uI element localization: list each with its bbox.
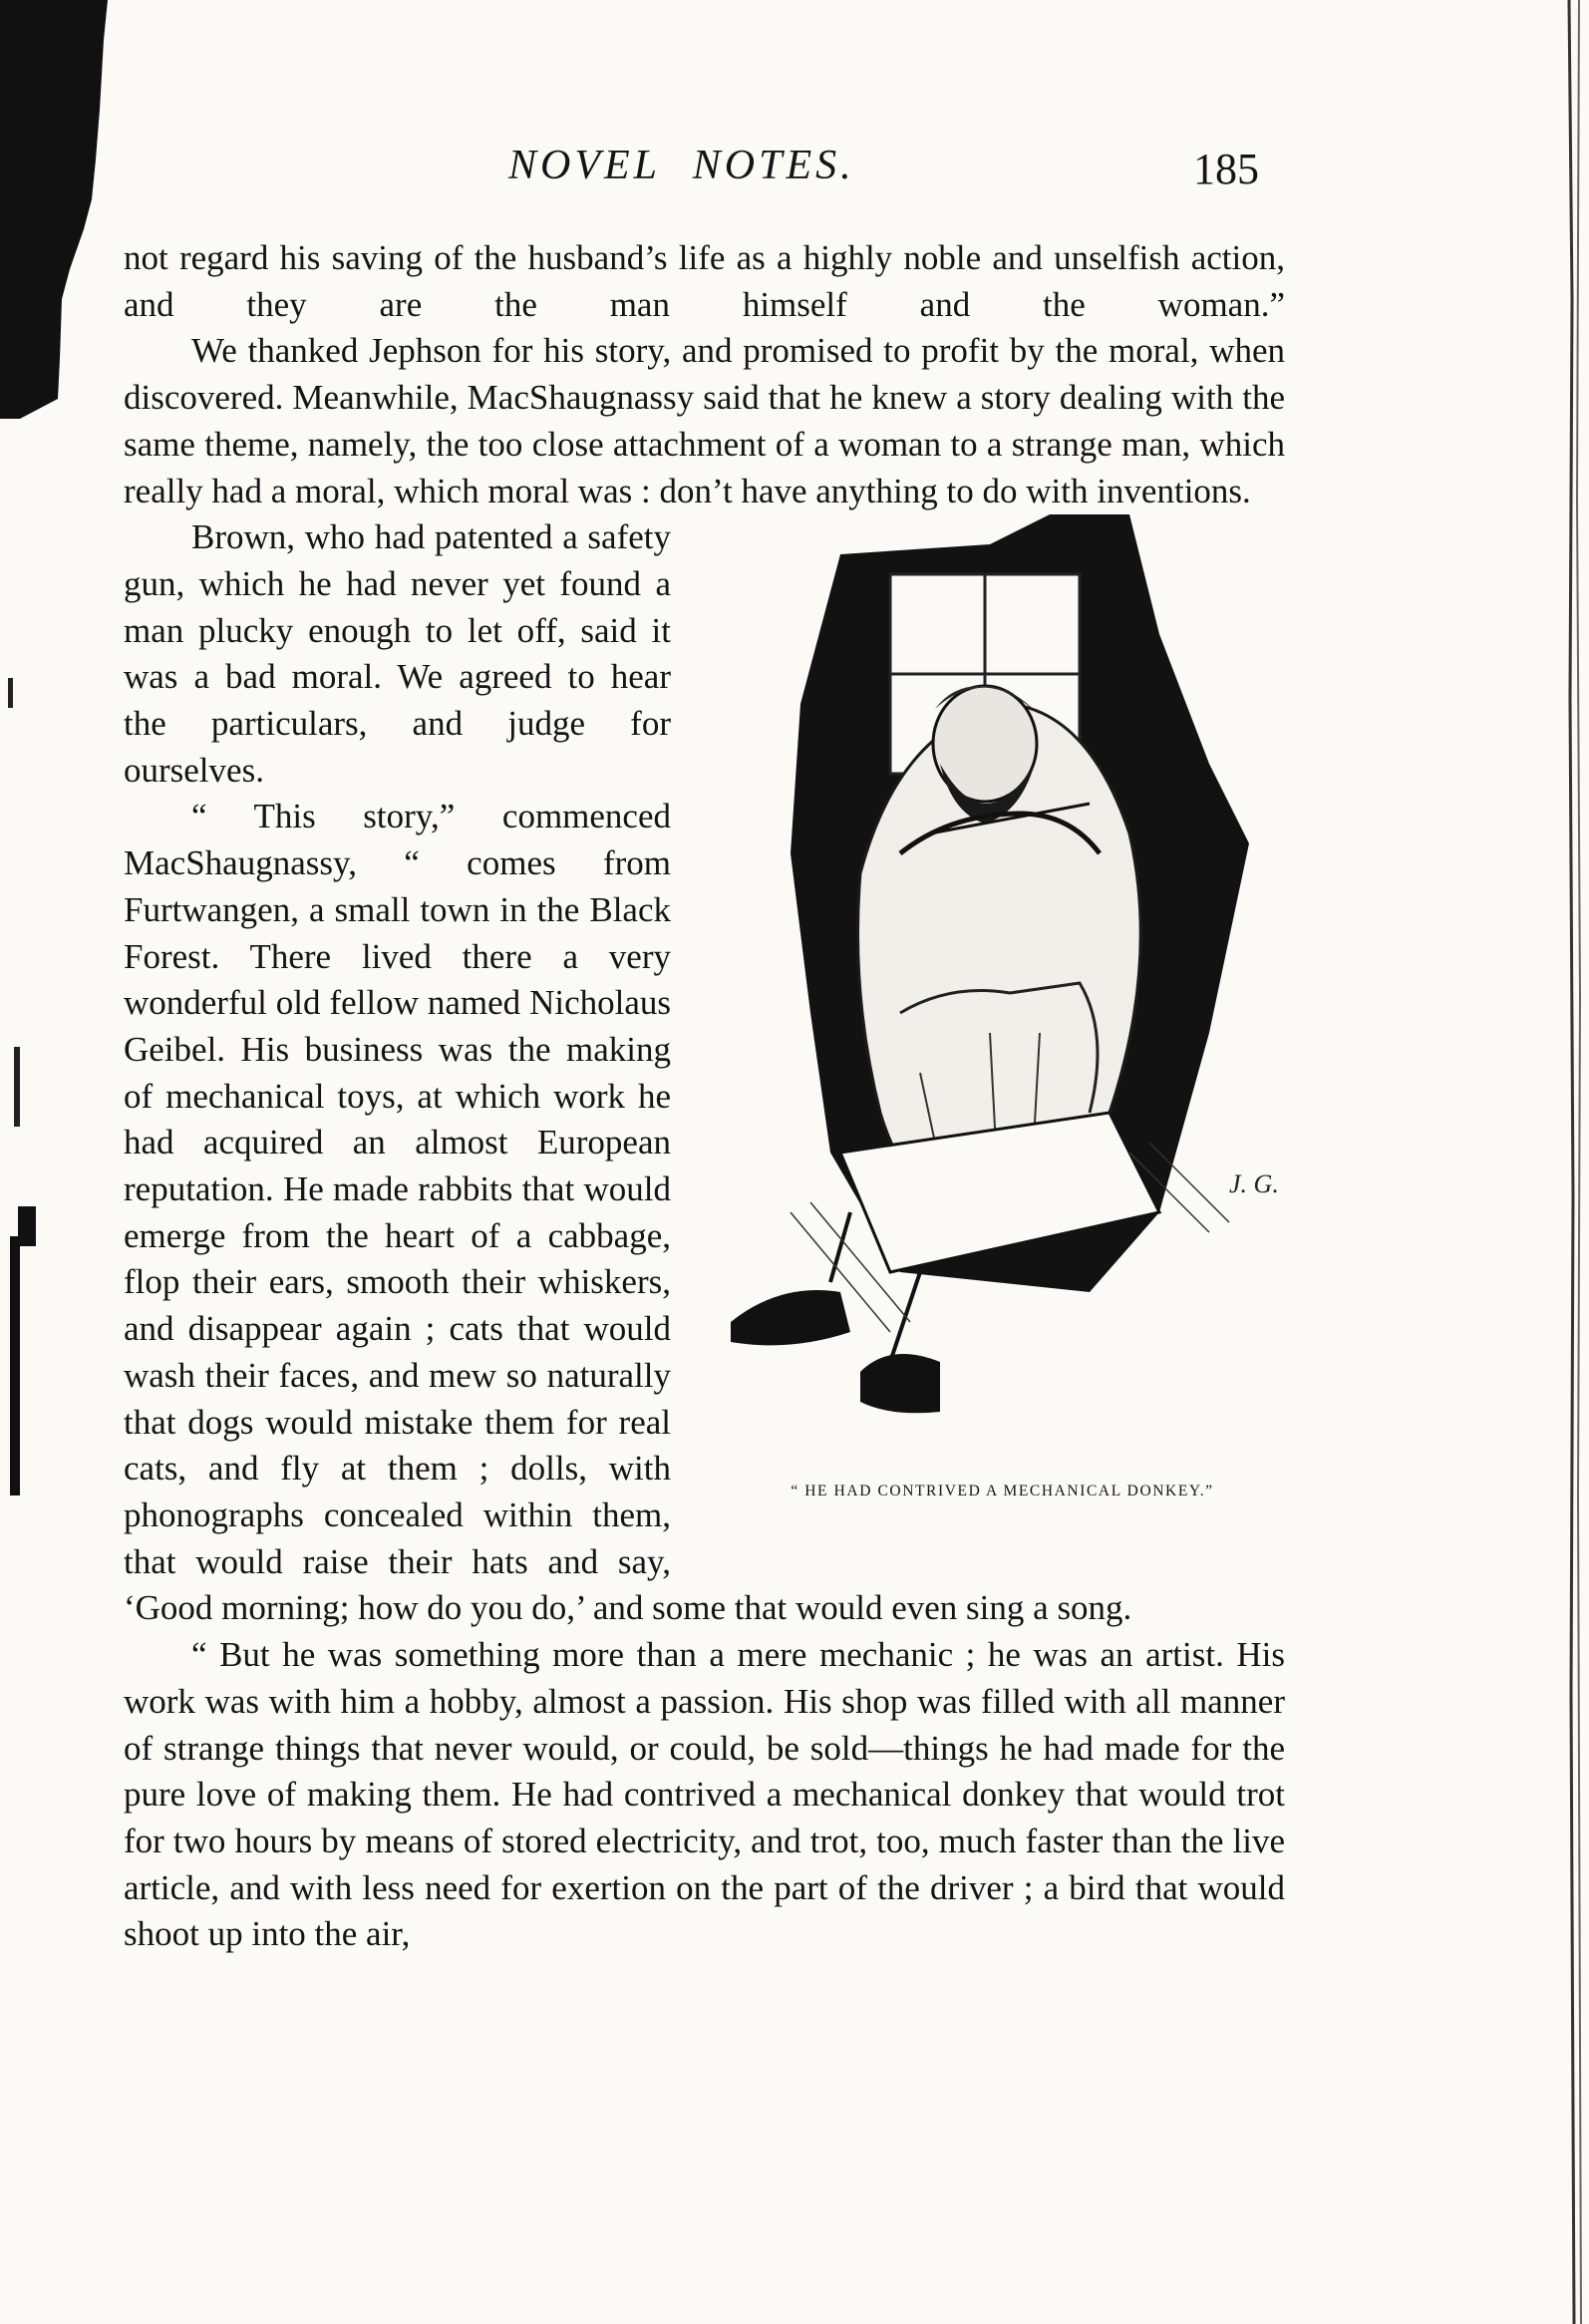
illustration-drawing — [691, 514, 1314, 1521]
page-header — [124, 142, 1285, 201]
paragraph: We thanked Jephson for his story, and promised to profit by the moral, when discovered. Meanwhile, MacShaugnassy said that he knew a story dealing with the same theme, namely, the too close attachment of a woman to a strange man, which really had a moral, which moral was : don’t have anything to do with inventions. — [124, 331, 1285, 510]
body-text — [124, 235, 1285, 1958]
paragraph: “ But he was something more than a mere mechanic ; he was an artist. His work was with him a hobby, almost a passion. His shop was filled with all manner of strange things that never would, or could, be sold—things he had made for the pure love of making them. He had contrived a mechanical donkey that would trot for two hours by means of stored electricity, and trot, too, much faster than the live article, and with less need for exertion on the part of the driver ; a bird that would shoot up into the air, — [124, 1635, 1285, 1954]
paragraph: not regard his saving of the husband’s life as a highly noble and unselfish action, and they are the man himself and the woman.” — [124, 238, 1285, 324]
running-title: NOVEL NOTES. — [508, 143, 855, 188]
artist-signature: J. G. — [1229, 1169, 1279, 1199]
page-number: 185 — [1193, 145, 1259, 193]
paragraph: Brown, who had patented a safety gun, which he had never yet found a man plucky enough to let off, said it was a bad moral. We agreed to hear the particulars, and judge for ourselves. — [124, 517, 671, 790]
illustration-caption: “ HE HAD CONTRIVED A MECHANICAL DONKEY.” — [791, 1483, 1214, 1500]
illustration — [691, 514, 1314, 1551]
paragraph: “ This story,” commenced MacShaugnassy, “ comes from Furtwangen, a small town in the Black Forest. There lived there a very wonderful old fellow named Nicholaus Geibel. His business was the making of mechanical toys, at which work he had acquired an almost European reputation. He made rabbits that would emerge from the heart of a cabbage, flop their ears, smooth their whiskers, and disappear again ; cats that would wash their faces, and mew so naturally that dogs would mistake them for real cats, and fly at them ; dolls, with phonographs concealed within them, that would raise their hats and say, ‘Good morning; how do you do,’ and some that would even sing a song. — [124, 797, 1132, 1628]
scan-page-edge — [1563, 0, 1589, 2324]
scan-binding-shadow — [0, 0, 118, 2324]
